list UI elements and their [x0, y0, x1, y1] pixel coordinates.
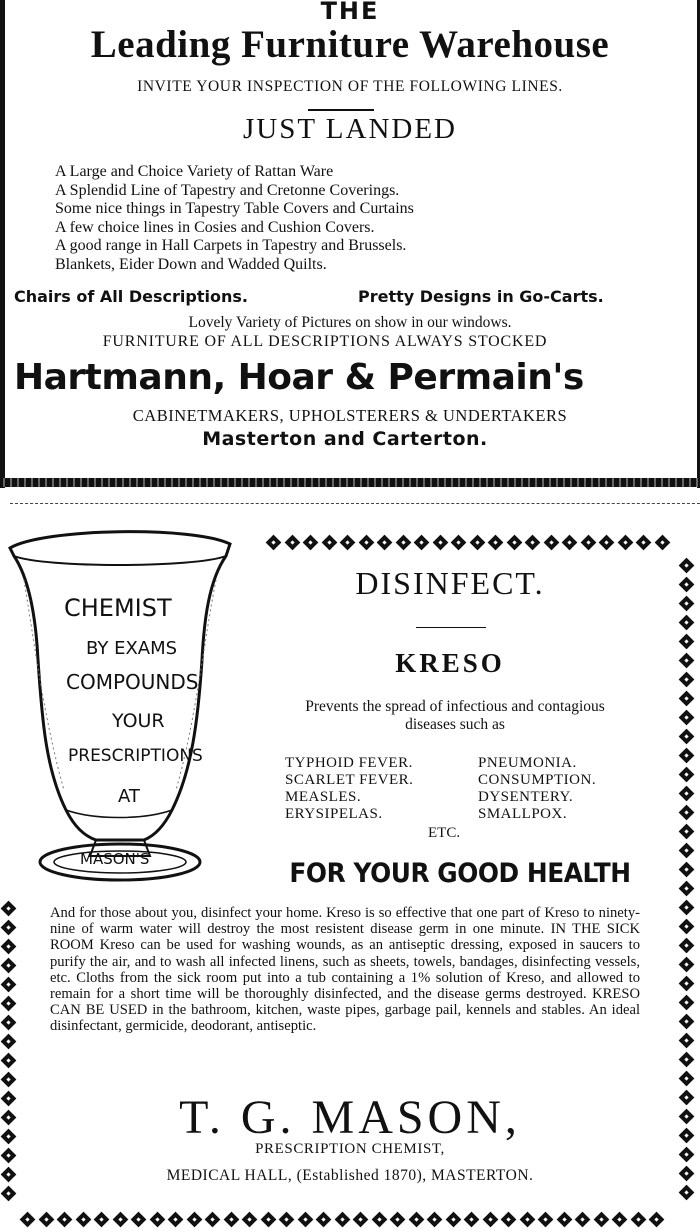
- vase-line: BY EXAMS: [86, 638, 178, 659]
- divider: [308, 109, 374, 111]
- list-item: MEASLES.: [285, 789, 362, 805]
- list-item: SCARLET FEVER.: [285, 772, 414, 788]
- ad-invite-line: INVITE YOUR INSPECTION OF THE FOLLOWING LINES.: [137, 78, 563, 95]
- chemist-role: PRESCRIPTION CHEMIST,: [255, 1141, 445, 1157]
- list-item: Blankets, Eider Down and Wadded Quilts.: [55, 255, 327, 273]
- vase-line: AT: [118, 786, 140, 807]
- product-lines: [55, 163, 575, 275]
- disease-list-left: [285, 755, 475, 823]
- ad-title: Leading Furniture Warehouse: [90, 23, 610, 66]
- pictures-line: Lovely Variety of Pictures on show in our windows.: [188, 314, 512, 331]
- list-item: CONSUMPTION.: [478, 772, 597, 788]
- vase-line: MASON'S: [80, 850, 150, 868]
- just-landed-heading: JUST LANDED: [243, 113, 457, 145]
- list-item: SMALLPOX.: [478, 806, 568, 822]
- vase-line: PRESCRIPTIONS: [68, 746, 203, 766]
- list-item: ERYSIPELAS.: [285, 806, 383, 822]
- list-item: TYPHOID FEVER.: [285, 755, 413, 771]
- firm-name: Hartmann, Hoar & Permain's: [14, 357, 584, 398]
- locations-line: Masterton and Carterton.: [202, 428, 488, 450]
- disease-list-right: [478, 755, 668, 823]
- prevents-line-2: diseases such as: [405, 716, 505, 733]
- stocked-line: FURNITURE OF ALL DESCRIPTIONS ALWAYS STOCKED: [102, 333, 548, 350]
- list-item: A Large and Choice Variety of Rattan Ware: [55, 163, 334, 180]
- list-item: PNEUMONIA.: [478, 755, 577, 771]
- ad-kicker: THE: [320, 0, 380, 25]
- list-item: A few choice lines in Cosies and Cushion Covers.: [55, 218, 375, 236]
- disinfect-heading: DISINFECT.: [355, 565, 545, 601]
- prevents-line: Prevents the spread of infectious and contagious: [305, 698, 605, 715]
- divider: [416, 627, 486, 628]
- body-paragraph: And for those about you, disinfect your home. Kreso is so effective that one part of Kreso to ninety-nine of warm water will destroy the most resistent disease germ in one minute. IN THE SICK ROOM Kreso can be used for washing wounds, as an antiseptic dressing, exposed in saucers to purify the air, and to wash all infected linens, such as sheets, towels, bandages, disinfecting vessels, etc. Cloths from the sick room put into a tub containing a 1% solution of Kreso, and allowed to remain for a short time will be thoroughly disinfected, and the disease germs destroyed. KRESO CAN BE USED in the bathroom, kitchen, waste pipes, garbage pail, kennels and stables. An ideal disinfectant, germicide, deodorant, antiseptic.: [50, 905, 640, 1035]
- trades-line: CABINETMAKERS, UPHOLSTERERS & UNDERTAKERS: [132, 406, 568, 425]
- chemist-name: T. G. MASON,: [179, 1091, 521, 1144]
- list-item: DYSENTERY.: [478, 789, 574, 805]
- list-item: Some nice things in Tapestry Table Covers and Curtains: [55, 200, 414, 218]
- chairs-line: Chairs of All Descriptions.: [14, 287, 248, 306]
- vase-line: CHEMIST: [64, 594, 172, 622]
- good-health-heading: FOR YOUR GOOD HEALTH: [289, 858, 631, 889]
- ad-bottom-rule: [0, 478, 700, 487]
- vase-lettering: [4, 520, 236, 890]
- list-item: A good range in Hall Carpets in Tapestry and Brussels.: [55, 237, 407, 255]
- vase-line: COMPOUNDS: [66, 670, 199, 694]
- go-carts-line: Pretty Designs in Go-Carts.: [358, 287, 604, 306]
- separator-rule: [10, 503, 700, 504]
- list-item: A Splendid Line of Tapestry and Cretonne Coverings.: [55, 181, 400, 199]
- etc-label: ETC.: [428, 825, 461, 841]
- vase-line: YOUR: [112, 710, 165, 732]
- product-name: KRESO: [395, 648, 505, 678]
- chemist-address: MEDICAL HALL, (Established 1870), MASTERTON.: [166, 1167, 534, 1184]
